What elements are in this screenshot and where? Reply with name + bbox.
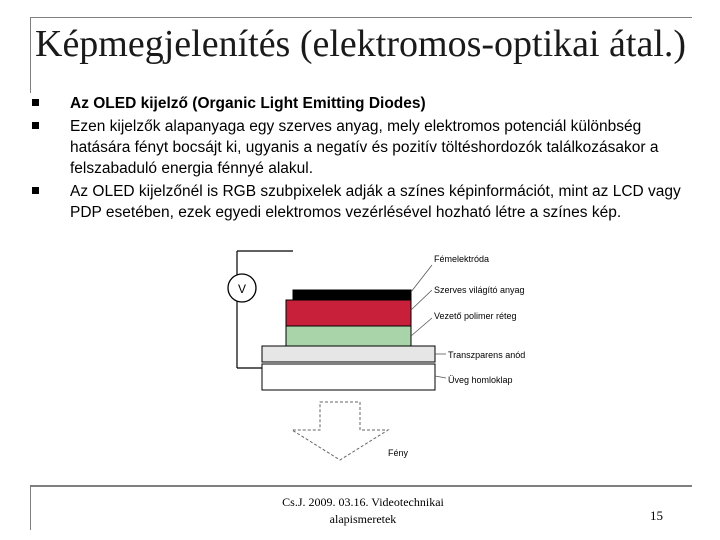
frame-left-line <box>30 17 31 93</box>
cathode-layer <box>293 290 411 300</box>
light-label: Fény <box>388 448 409 458</box>
footer-text <box>268 494 458 528</box>
square-bullet-icon <box>32 99 39 106</box>
polymer-label: Vezető polimer réteg <box>434 311 517 321</box>
footer-line: Cs.J. 2009. 03.16. Videotechnikai <box>282 495 444 509</box>
bullet-text: Ezen kijelzők alapanyaga egy szerves anyag, mely elektromos potenciál különbség hatására fényt bocsájt ki, ugyanis a negatív és pozitív töltéshordozók találkozásakor a felszabaduló energia fénnyé alakul. <box>70 118 659 177</box>
cathode-leader <box>411 265 432 292</box>
frame-top-line <box>30 17 692 18</box>
glass-leader <box>435 376 446 378</box>
organic-label: Szerves világító anyag <box>434 285 525 295</box>
bullet-item <box>32 116 692 179</box>
glass-layer <box>262 364 435 390</box>
organic-layer <box>286 300 411 326</box>
oled-diagram <box>220 248 540 470</box>
polymer-layer <box>286 326 411 346</box>
polymer-leader <box>411 318 432 336</box>
square-bullet-icon <box>32 122 39 129</box>
frame-bottom-line <box>30 485 692 487</box>
anode-label: Transzparens anód <box>448 350 526 360</box>
bullet-item <box>32 93 692 114</box>
bullet-text: Az OLED kijelző (Organic Light Emitting Diodes) <box>70 95 426 112</box>
organic-leader <box>411 290 432 310</box>
anode-layer <box>262 346 435 362</box>
footer-line: alapismeretek <box>329 512 397 526</box>
page-number: 15 <box>650 508 663 523</box>
bullet-text: Az OLED kijelzőnél is RGB szubpixelek adják a színes képinformációt, mint az LCD vagy PDP esetében, ezek egyedi elektromos vezérlésével hozható létre a színes kép. <box>70 183 681 221</box>
voltmeter-label: V <box>237 282 247 296</box>
frame-bottom-left-line <box>30 485 31 530</box>
light-arrow-icon <box>292 402 388 460</box>
square-bullet-icon <box>32 187 39 194</box>
bullet-list <box>32 93 692 225</box>
bullet-item <box>32 181 692 223</box>
cathode-label: Fémelektróda <box>434 254 490 264</box>
glass-label: Üveg homloklap <box>448 375 513 385</box>
slide-title: Képmegjelenítés (elektromos-optikai átal.) <box>35 23 687 65</box>
